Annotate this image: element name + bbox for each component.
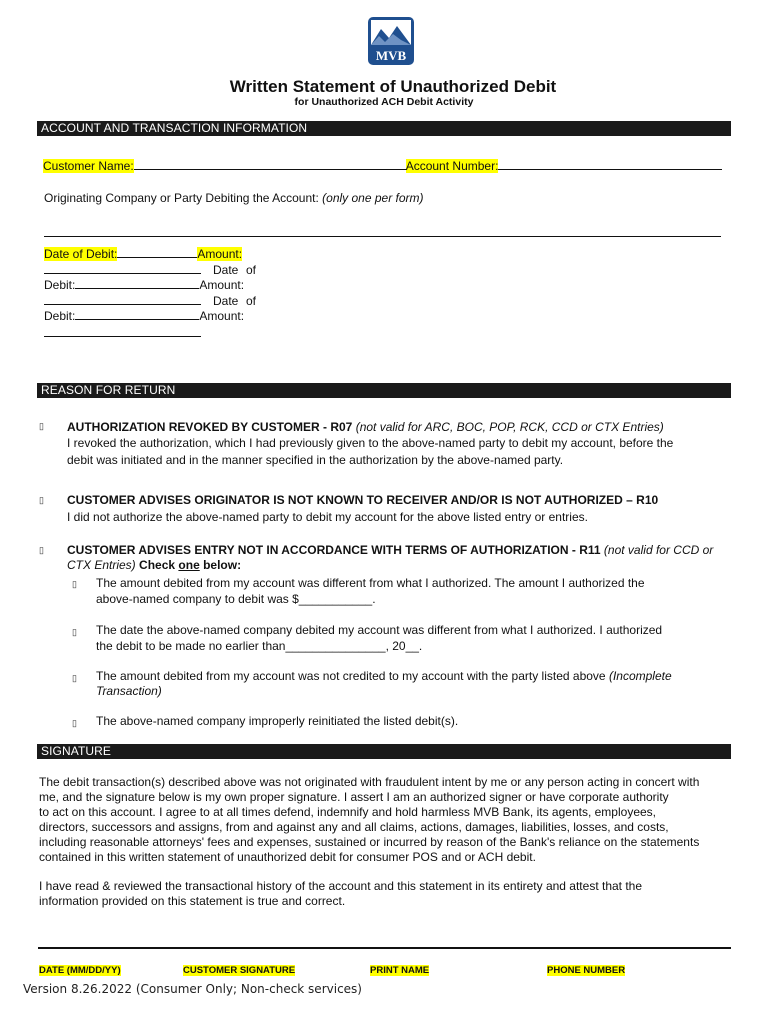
r11-option-4-checkbox[interactable]: ▯ — [72, 718, 77, 728]
debit-row-3 — [44, 277, 244, 292]
r07-note: (not valid for ARC, BOC, POP, RCK, CCD or CTX Entries) — [355, 420, 664, 434]
debit-label-2: Debit: — [44, 278, 76, 292]
originating-company-field[interactable] — [44, 236, 721, 237]
originating-company-note: (only one per form) — [322, 191, 424, 205]
signature-paragraph-1 — [39, 775, 739, 865]
of-word-3: of — [245, 294, 256, 308]
signature-p2-line: I have read & reviewed the transactional history of the account and this statement in its entirety and attest that the — [39, 879, 643, 893]
r07-text-1: I revoked the authorization, which I had previously given to the above-named party to debit my account, before the — [67, 436, 674, 450]
r07-text-2: debit was initiated and in the manner specified in the authorization by the above-named party. — [67, 453, 564, 467]
signature-p1-line: me, and the signature below is my own proper signature. I assert I am an authorized signer or have corporate authority — [39, 790, 669, 804]
amount-label-3: Amount: — [199, 309, 245, 323]
signature-p1-line: including reasonable attorneys' fees and expenses, sustained or incurred by reason of the Bank's reliance on the statements — [39, 835, 700, 849]
r11-option-1-checkbox[interactable]: ▯ — [72, 579, 77, 589]
r11-check-b: below: — [203, 558, 242, 572]
signature-line[interactable] — [38, 947, 731, 949]
originating-company-label: Originating Company or Party Debiting the Account: — [44, 191, 319, 205]
r07-heading — [67, 420, 664, 435]
amount-field-2[interactable] — [44, 293, 201, 305]
r11-option-1-line2: above-named company to debit was $___________. — [96, 592, 376, 606]
r11-title: CUSTOMER ADVISES ENTRY NOT IN ACCORDANCE WITH TERMS OF AUTHORIZATION - R11 — [67, 543, 601, 557]
r10-checkbox[interactable]: ▯ — [39, 495, 44, 505]
account-section-heading: ACCOUNT AND TRANSACTION INFORMATION — [37, 121, 731, 136]
r11-option-3-checkbox[interactable]: ▯ — [72, 673, 77, 683]
customer-signature-label: CUSTOMER SIGNATURE — [183, 965, 296, 976]
r11-option-4-line1: The above-named company improperly reinitiated the listed debit(s). — [96, 714, 459, 728]
r11-heading-line2 — [67, 558, 241, 573]
debit-row-1 — [44, 246, 242, 261]
r11-option-1-line1: The amount debited from my account was different from what I authorized. The amount I authorized the — [96, 576, 645, 590]
customer-name-label: Customer Name: — [43, 159, 134, 173]
debit-label-3: Debit: — [44, 309, 76, 323]
date-of-debit-field-2[interactable] — [75, 277, 199, 289]
amount-label-1: Amount: — [197, 247, 243, 261]
date-of-debit-label: Date of Debit: — [44, 247, 118, 261]
r11-check-one: one — [178, 558, 200, 572]
signature-p1-line: contained in this written statement of unauthorized debit for consumer POS and or ACH debit. — [39, 850, 536, 864]
r11-option-3-text: The amount debited from my account was not credited to my account with the party listed above — [96, 669, 606, 683]
debit-row-2 — [44, 262, 256, 277]
signature-p1-line: directors, successors and assigns, from and against any and all claims, actions, damages, liabilities, losses, and costs, — [39, 820, 669, 834]
r11-option-2-line2: the debit to be made no earlier than_______________, 20__. — [96, 639, 423, 653]
print-name-label: PRINT NAME — [370, 965, 430, 976]
date-of-debit-field-3[interactable] — [75, 308, 199, 320]
r11-note-a: (not valid for CCD or — [603, 543, 714, 557]
r11-heading — [67, 543, 713, 558]
r11-note-b: CTX Entries) — [67, 558, 136, 572]
logo-text: MVB — [375, 48, 407, 63]
debit-row-4 — [44, 293, 256, 308]
originating-company-row — [44, 191, 424, 205]
signature-p1-line: to act on this account. I agree to at all times defend, indemnify and hold harmless MVB Bank, its agents, employees, — [39, 805, 656, 819]
r11-option-2-checkbox[interactable]: ▯ — [72, 627, 77, 637]
debit-row-5 — [44, 308, 244, 323]
r11-option-3-note: (Incomplete — [608, 669, 672, 683]
r11-check-a: Check — [139, 558, 176, 572]
amount-field-3[interactable] — [44, 336, 201, 337]
amount-label-2: Amount: — [199, 278, 245, 292]
customer-name-row — [43, 158, 722, 173]
r11-option-2-line1: The date the above-named company debited my account was different from what I authorized. I authorized — [96, 623, 663, 637]
document-subtitle: for Unauthorized ACH Debit Activity — [294, 96, 474, 108]
r11-option-3-line1 — [96, 669, 672, 684]
reason-section-heading: REASON FOR RETURN — [37, 383, 731, 398]
signature-section-heading: SIGNATURE — [37, 744, 731, 759]
signature-p1-line: The debit transaction(s) described above was not originated with fraudulent intent by me or any person acting in concert with — [39, 775, 700, 789]
r07-title: AUTHORIZATION REVOKED BY CUSTOMER - R07 — [67, 420, 353, 434]
of-word-2: of — [245, 263, 256, 277]
document-title: Written Statement of Unauthorized Debit — [229, 77, 557, 96]
r10-title: CUSTOMER ADVISES ORIGINATOR IS NOT KNOWN TO RECEIVER AND/OR IS NOT AUTHORIZED – R10 — [67, 493, 659, 507]
account-number-field[interactable] — [498, 158, 722, 170]
date-label: DATE (MM/DD/YY) — [39, 965, 121, 976]
mvb-logo-mark — [367, 16, 415, 66]
account-number-label: Account Number: — [405, 159, 499, 173]
date-word-3: Date — [213, 294, 239, 308]
signature-p2-line: information provided on this statement is true and correct. — [39, 894, 346, 908]
amount-field-1[interactable] — [44, 262, 201, 274]
r11-checkbox[interactable]: ▯ — [39, 545, 44, 555]
date-word-2: Date — [213, 263, 239, 277]
r07-checkbox[interactable]: ▯ — [39, 421, 44, 431]
version-footer: Version 8.26.2022 (Consumer Only; Non-check services) — [23, 982, 362, 996]
r10-text: I did not authorize the above-named party to debit my account for the above listed entry or entries. — [67, 510, 588, 524]
customer-name-field[interactable] — [134, 158, 406, 170]
phone-number-label: PHONE NUMBER — [547, 965, 626, 976]
mvb-logo — [367, 16, 415, 66]
date-of-debit-field-1[interactable] — [117, 246, 197, 258]
r11-option-3-line2: Transaction) — [96, 684, 162, 698]
signature-paragraph-2 — [39, 879, 739, 909]
